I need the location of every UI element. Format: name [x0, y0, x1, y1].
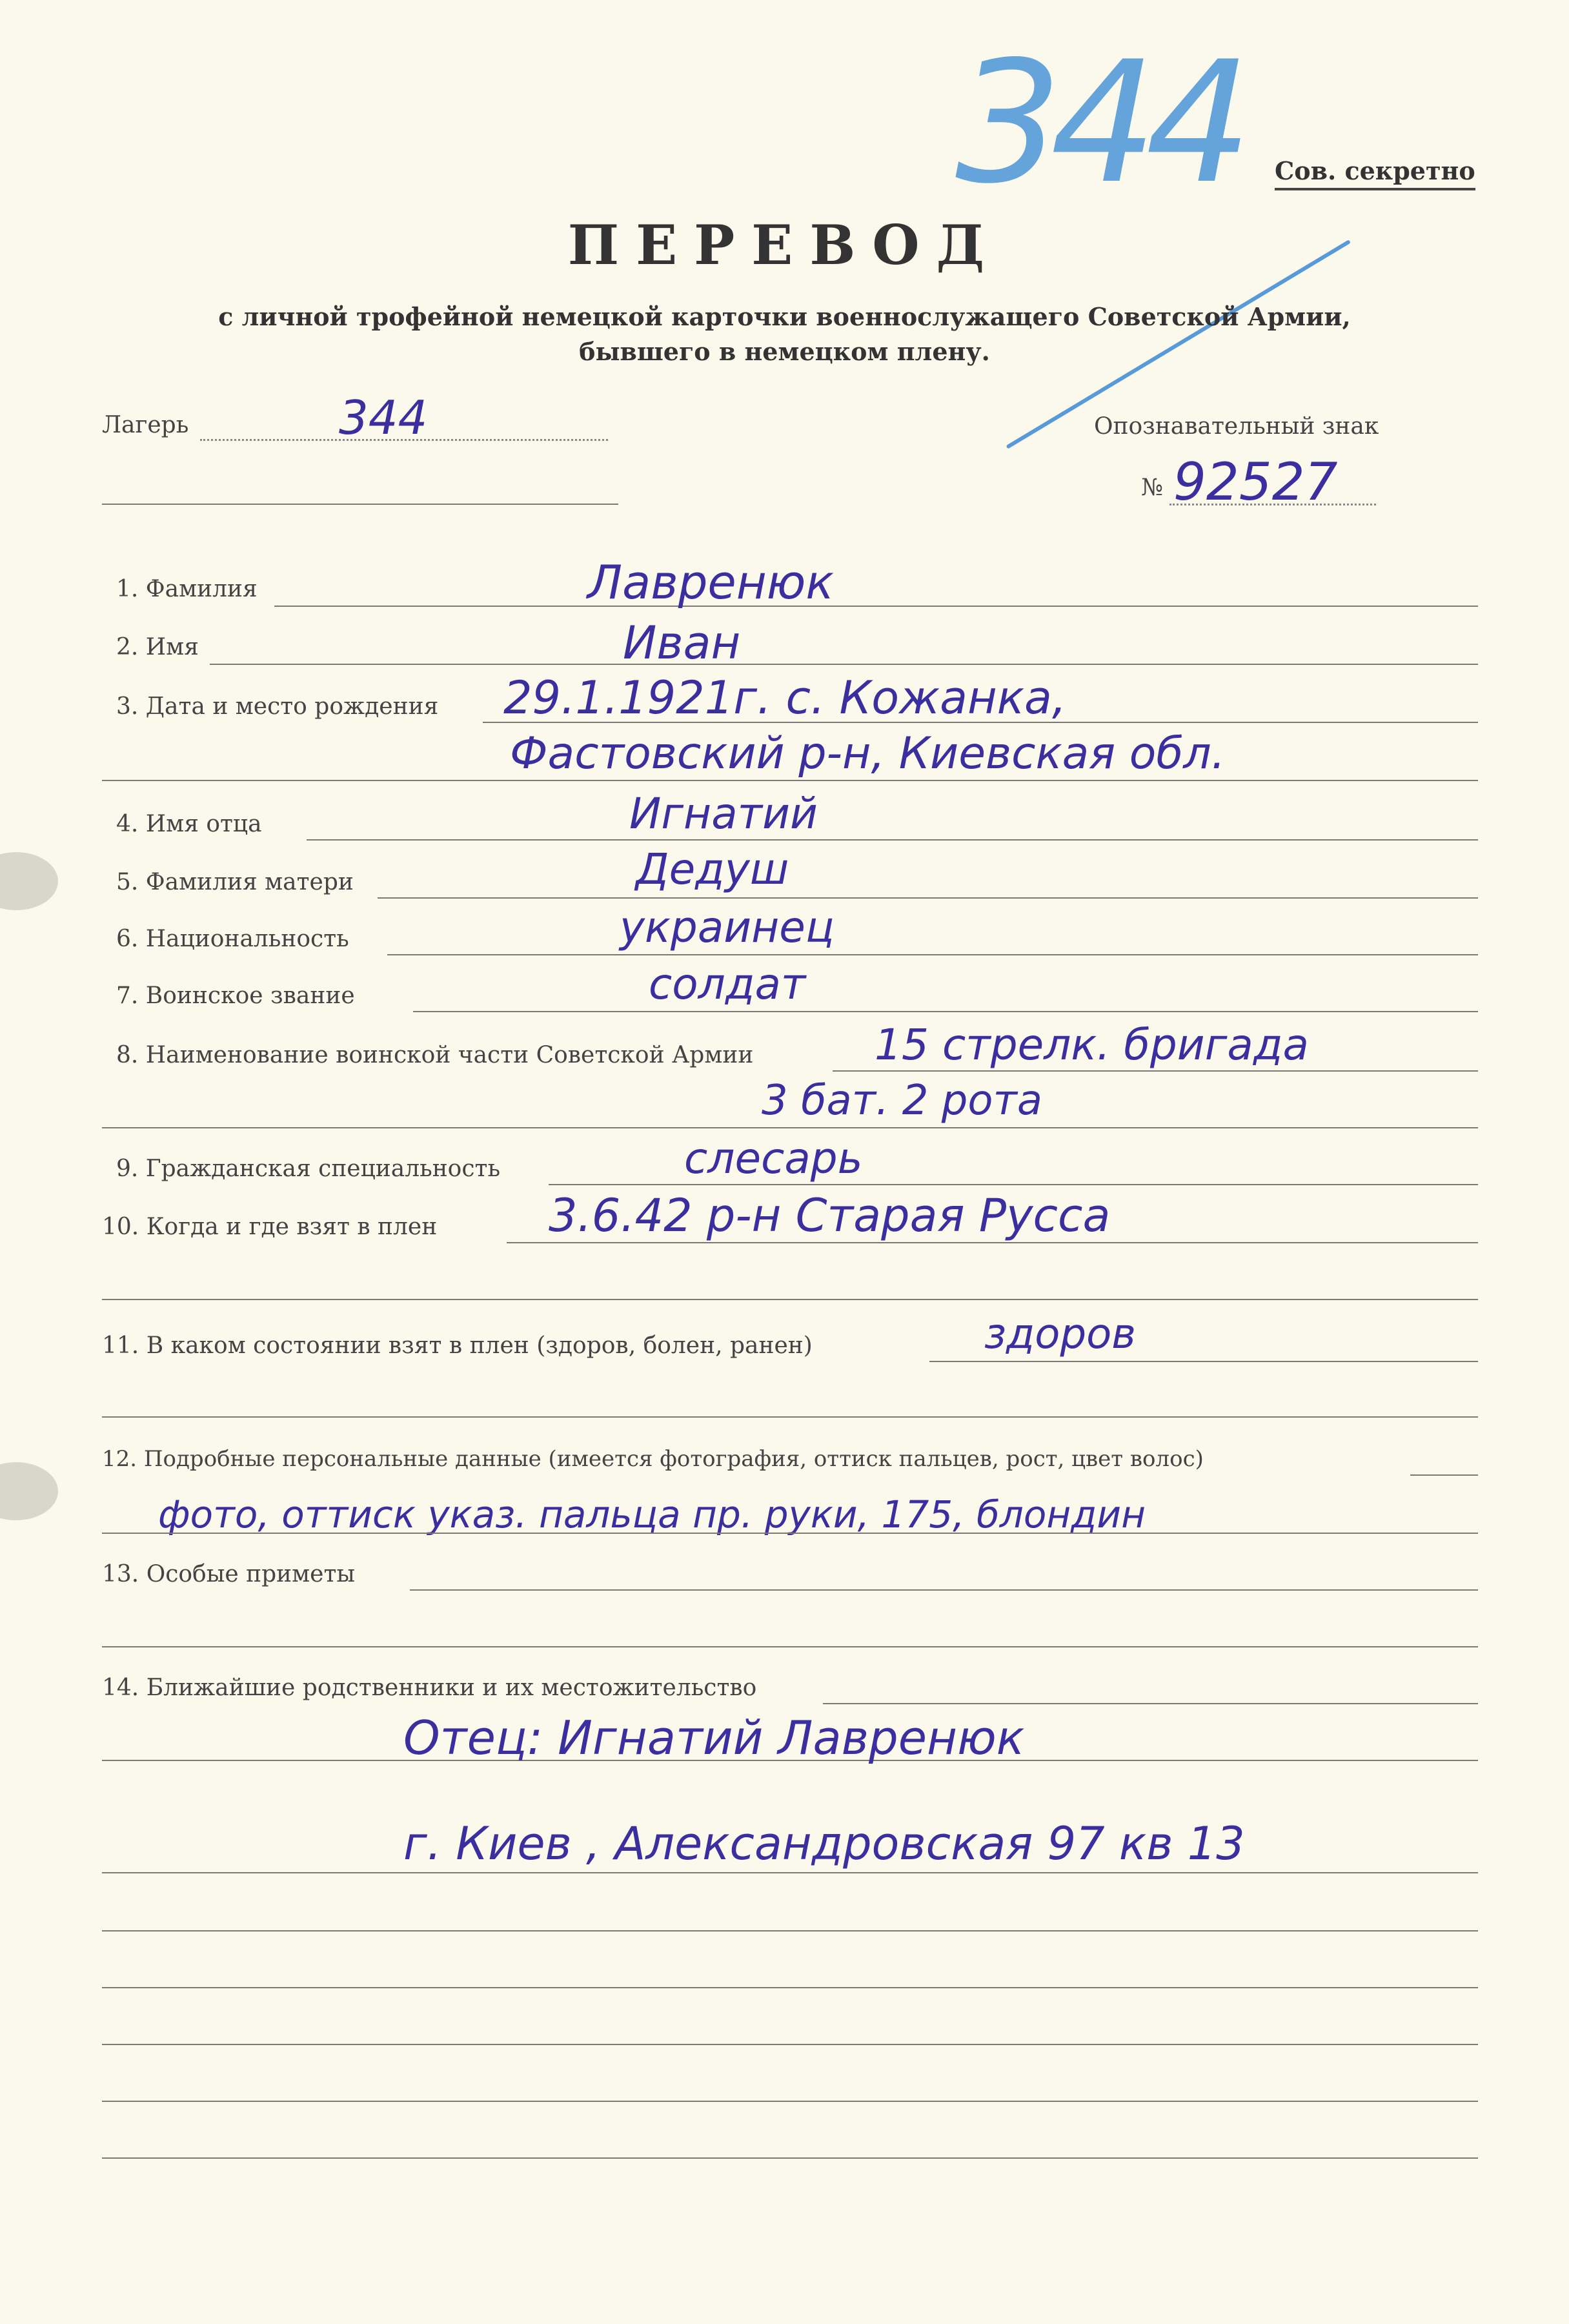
captured-value: 3.6.42 р-н Старая Русса: [549, 1189, 1111, 1242]
camp-extra-line: [102, 504, 618, 505]
surname-label: 1. Фамилия: [116, 576, 258, 602]
surname-value: Лавренюк: [587, 555, 834, 609]
relatives-value-2: г. Киев , Александровская 97 кв 13: [403, 1817, 1245, 1870]
civil-specialty-label: 9. Гражданская специальность: [116, 1156, 501, 1182]
relatives-label: 14. Ближайшие родственники и их местожительство: [102, 1675, 757, 1701]
personal-data-value: фото, оттиск указ. пальца пр. руки, 175, блондин: [158, 1493, 1146, 1536]
mother-surname-label: 5. Фамилия матери: [116, 869, 354, 895]
id-tag-value: 92527: [1173, 452, 1338, 512]
subtitle-line-2: бывшего в немецком плену.: [579, 337, 990, 366]
camp-label: Лагерь: [102, 412, 189, 438]
punch-hole-bottom: [0, 1462, 58, 1520]
relatives-line-3: [102, 1872, 1478, 1873]
military-unit-label: 8. Наименование воинской части Советской Армии: [116, 1042, 754, 1068]
special-marks-label: 13. Особые приметы: [102, 1561, 356, 1587]
birth-value-2: Фастовский р-н, Киевская обл.: [510, 728, 1226, 779]
captured-line-1: [507, 1242, 1478, 1243]
nationality-label: 6. Национальность: [116, 926, 349, 952]
nationality-value: украинец: [620, 902, 835, 952]
first-name-line: [210, 664, 1478, 665]
condition-line-1: [929, 1361, 1478, 1362]
captured-line-2: [102, 1299, 1478, 1300]
relatives-value-1: Отец: Игнатий Лавренюк: [403, 1711, 1025, 1765]
relatives-line-1: [823, 1703, 1478, 1704]
special-marks-line-1: [410, 1589, 1478, 1591]
military-unit-line-2: [102, 1127, 1478, 1128]
nationality-line: [387, 954, 1478, 955]
birth-line-2: [102, 780, 1478, 781]
rank-label: 7. Воинское звание: [116, 983, 355, 1009]
subtitle-line-1: с личной трофейной немецкой карточки военнослужащего Советской Армии,: [218, 302, 1351, 331]
special-marks-line-2: [102, 1646, 1478, 1647]
rank-line: [413, 1011, 1478, 1012]
mother-surname-value: Дедуш: [636, 844, 789, 894]
relatives-line-5: [102, 1987, 1478, 1988]
rank-value: солдат: [649, 959, 806, 1009]
id-tag-number-sign: №: [1141, 474, 1164, 501]
pencil-camp-number: 344: [955, 26, 1241, 221]
condition-label: 11. В каком состоянии взят в плен (здоров, болен, ранен): [102, 1332, 813, 1359]
document-title: ПЕРЕВОД: [567, 213, 1002, 277]
condition-value: здоров: [984, 1310, 1136, 1358]
first-name-label: 2. Имя: [116, 634, 199, 660]
military-unit-value-1: 15 стрелк. бригада: [875, 1020, 1309, 1070]
personal-data-label: 12. Подробные персональные данные (имеется фотография, оттиск пальцев, рост, цвет волос): [102, 1446, 1204, 1472]
surname-line: [274, 606, 1478, 607]
captured-label: 10. Когда и где взят в плен: [102, 1214, 438, 1240]
camp-value: 344: [339, 391, 428, 445]
personal-data-line-1: [1410, 1474, 1478, 1476]
father-name-line: [307, 839, 1478, 841]
classification-stamp: Сов. секретно: [1275, 156, 1475, 190]
father-name-label: 4. Имя отца: [116, 811, 262, 837]
civil-specialty-line: [549, 1184, 1478, 1185]
birth-label: 3. Дата и место рождения: [116, 693, 439, 720]
relatives-line-4: [102, 1930, 1478, 1932]
relatives-line-7: [102, 2101, 1478, 2102]
relatives-line-8: [102, 2157, 1478, 2159]
relatives-line-6: [102, 2044, 1478, 2045]
id-tag-label: Опознавательный знак: [1094, 413, 1379, 440]
military-unit-value-2: 3 бат. 2 рота: [762, 1077, 1043, 1125]
personal-data-line-2: [102, 1533, 1478, 1534]
civil-specialty-value: слесарь: [684, 1134, 863, 1183]
punch-hole-top: [0, 852, 58, 910]
condition-line-2: [102, 1416, 1478, 1418]
mother-surname-line: [378, 897, 1478, 899]
first-name-value: Иван: [623, 617, 741, 669]
military-unit-line-1: [833, 1070, 1478, 1072]
birth-value-1: 29.1.1921г. с. Кожанка,: [503, 671, 1067, 724]
father-name-value: Игнатий: [629, 789, 818, 839]
